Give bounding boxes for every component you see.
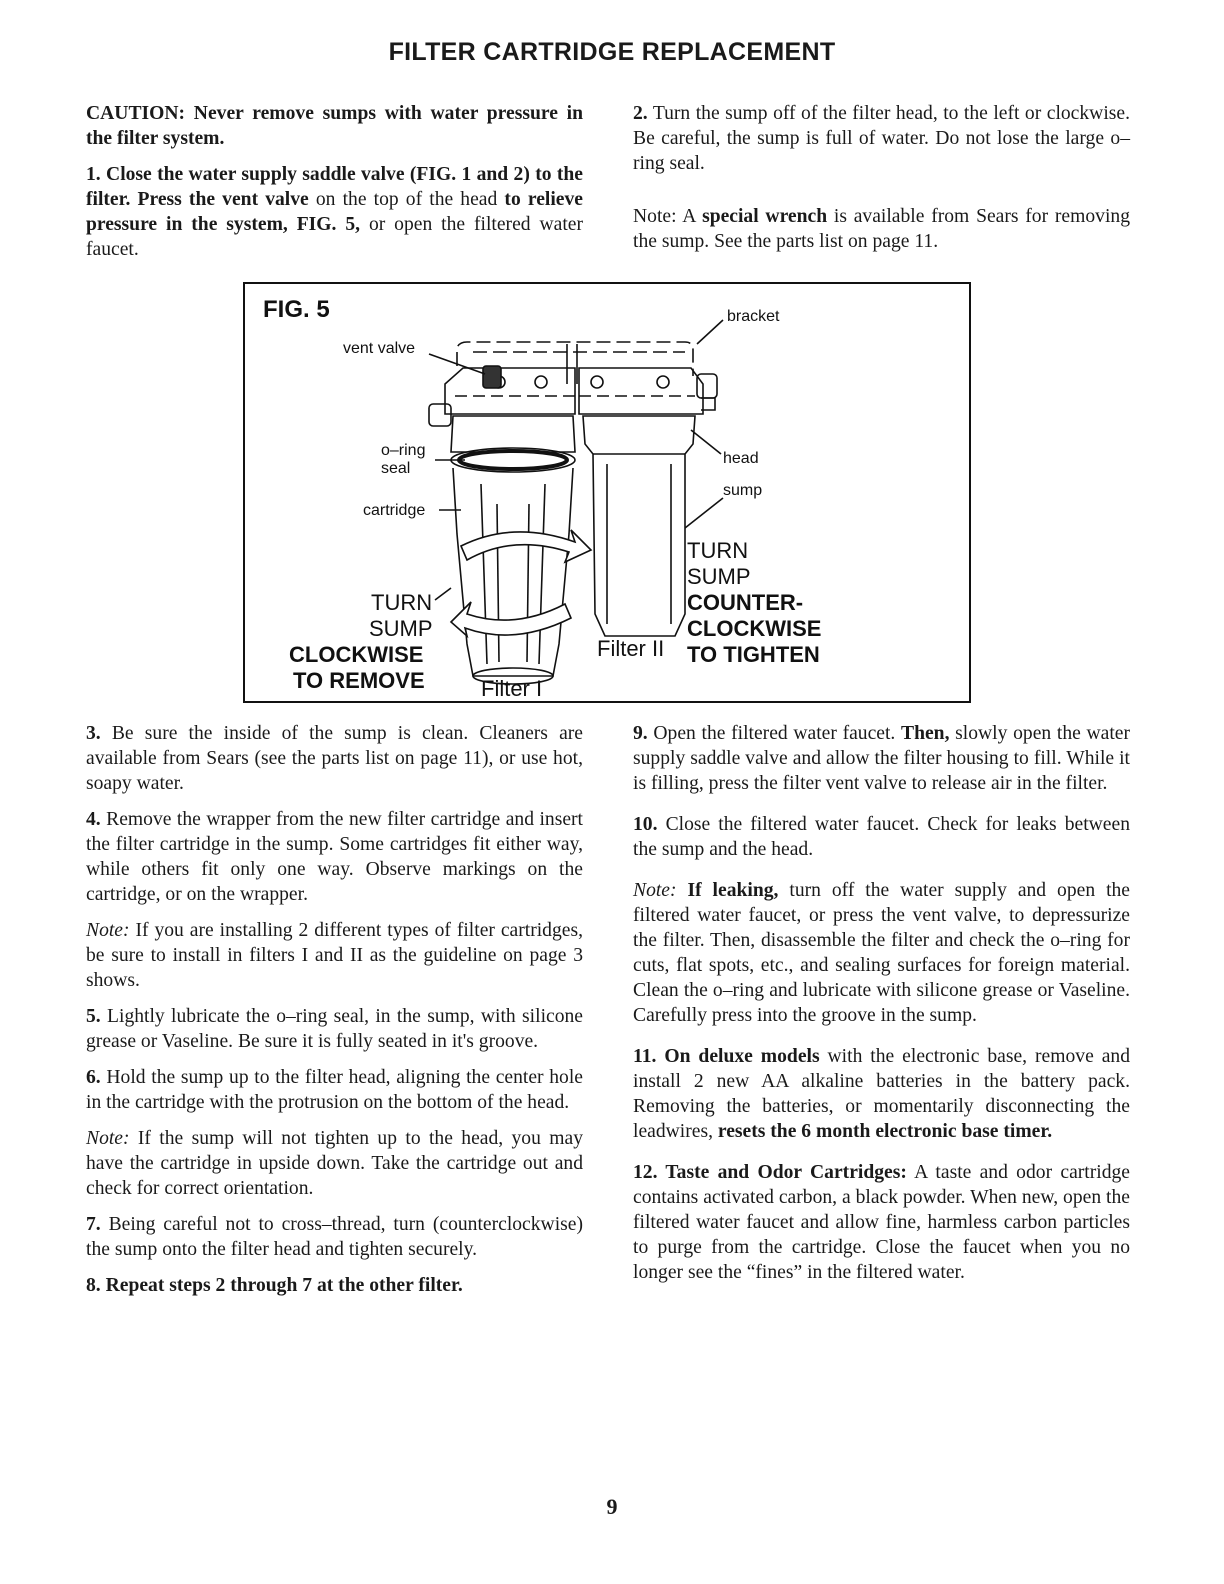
step-11-bold-a: 11. On deluxe models — [633, 1046, 820, 1067]
filter-2-sump — [583, 416, 695, 636]
page-number: 9 — [606, 1494, 618, 1519]
outlet-fitting — [697, 374, 717, 398]
step-9 — [633, 721, 1130, 796]
step-3-number: 3. — [86, 723, 101, 744]
step-6 — [86, 1065, 583, 1115]
bracket-label: bracket — [727, 308, 780, 325]
note-cartridge-types — [86, 918, 583, 993]
page-title: FILTER CARTRIDGE REPLACEMENT — [388, 38, 836, 66]
turn-remove-line-4: TO REMOVE — [293, 668, 425, 693]
o-ring — [459, 451, 567, 469]
sump-label: sump — [723, 482, 763, 499]
step-8 — [86, 1273, 583, 1298]
step-5-text: Lightly lubricate the o–ring seal, in the sump, with silicone grease or Vaseline. Be sure it is fully seated in it's groove. — [86, 1006, 583, 1052]
note-leaking-label: Note: — [633, 880, 677, 901]
note-leaking-text: turn off the water supply and open the filtered water faucet, or press the vent valve, to depressurize the filter. Then, disassemble the filter and check the o–ring for cuts, flat spots, etc., and sealing surfaces for foreign material. Clean the o–ring and lubricate with silicone grease or Vaseline. Carefully press into the groove in the sump. — [633, 880, 1131, 1026]
figure-label: FIG. 5 — [263, 296, 330, 323]
turn-remove-arrow-bottom — [451, 602, 571, 636]
seal-label: seal — [381, 460, 411, 477]
step-10-text: Close the filtered water faucet. Check for leaks between the sump and the head. — [633, 814, 1130, 860]
steps-right-column — [633, 721, 1130, 1296]
step-9-text-a: Open the filtered water faucet. — [647, 723, 902, 744]
turn-remove-line-1: TURN — [371, 590, 433, 615]
caution-paragraph — [86, 101, 583, 151]
step-2-text: Turn the sump off of the filter head, to the left or clockwise. Be careful, the sump is full of water. Do not lose the large o–ring seal. — [633, 103, 1130, 174]
filter-2-label: Filter II — [597, 636, 665, 661]
o-ring-label: o–ring — [381, 442, 426, 459]
step-11-text: with the electronic base, remove and install 2 new AA alkaline batteries in the battery pack. Removing the batteries, or momentarily disconnecting the leadwires, — [633, 1046, 1130, 1142]
filter-1-label: Filter I — [481, 676, 543, 701]
step-1-text-a: on the top of the head — [308, 189, 505, 210]
step-9-bold: Then, — [901, 723, 950, 744]
step-12-text: A taste and odor cartridge contains activated carbon, a black powder. When new, open the filtered water faucet and allow fine, harmless carbon particles to purge from the cartridge. Close the faucet when you no longer see the “fines” in the filtered water. — [633, 1162, 1130, 1283]
vent-valve — [483, 366, 501, 388]
step-5-number: 5. — [86, 1006, 101, 1027]
wrench-note — [633, 204, 1130, 254]
step-10 — [633, 812, 1130, 862]
step-1-text-b: or open the filtered water faucet. — [86, 214, 583, 260]
turn-remove-line-3: CLOCKWISE — [289, 642, 424, 667]
turn-tighten-line-3: COUNTER- — [687, 590, 804, 615]
step-3-text: Be sure the inside of the sump is clean. Cleaners are available from Sears (see the parts list on page 11), or use hot, soapy water. — [86, 723, 583, 794]
vent-valve-label: vent valve — [343, 340, 416, 357]
note-1-label: Note: — [86, 920, 130, 941]
step-10-number: 10. — [633, 814, 658, 835]
step-12 — [633, 1160, 1130, 1285]
note-2-label: Note: — [86, 1128, 130, 1149]
step-1 — [86, 162, 583, 262]
filter-2-head — [579, 368, 703, 414]
step-5 — [86, 1004, 583, 1054]
wrench-note-b: is available from Sears for removing the sump. See the parts list on page 11. — [633, 206, 1130, 252]
step-7-text: Being careful not to cross–thread, turn (counterclockwise) the sump onto the filter head and tighten securely. — [86, 1214, 583, 1260]
step-6-text: Hold the sump up to the filter head, aligning the center hole in the cartridge with the protrusion on the bottom of the head. — [86, 1067, 583, 1113]
steps-left-column — [86, 721, 583, 1309]
step-12-bold: 12. Taste and Odor Cartridges: — [633, 1162, 907, 1183]
filter-1-head — [445, 368, 575, 414]
step-4-number: 4. — [86, 809, 101, 830]
step-11-bold-b: resets the 6 month electronic base timer. — [717, 1121, 1053, 1142]
head-label: head — [723, 450, 759, 467]
turn-tighten-line-2: SUMP — [687, 564, 751, 589]
turn-tighten-line-4: CLOCKWISE — [687, 616, 822, 641]
turn-tighten-line-1: TURN — [687, 538, 749, 563]
step-2-number: 2. — [633, 103, 648, 124]
step-11 — [633, 1044, 1130, 1144]
note-1-text: If you are installing 2 different types of filter cartridges, be sure to install in filters I and II as the guideline on page 3 shows. — [86, 920, 583, 991]
note-2-text: If the sump will not tighten up to the head, you may have the cartridge in upside down. Take the cartridge out and check for correct orientation. — [86, 1128, 583, 1199]
step-4 — [86, 807, 583, 907]
filter-1-cap — [451, 416, 575, 452]
step-7-number: 7. — [86, 1214, 101, 1235]
step-7 — [86, 1212, 583, 1262]
step-9-number: 9. — [633, 723, 648, 744]
turn-remove-line-2: SUMP — [369, 616, 433, 641]
step-2 — [633, 101, 1130, 176]
step-1-bold-a: 1. Close the water supply saddle valve (FIG. 1 and 2) to the filter. Press the vent valve — [86, 164, 583, 210]
intro-right-column — [633, 101, 1130, 265]
turn-remove-arrow-top — [461, 530, 591, 562]
step-1-bold-b: to relieve pressure in the system, FIG. 5, — [86, 189, 583, 235]
figure-5 — [243, 282, 971, 703]
step-4-text: Remove the wrapper from the new filter cartridge and insert the filter cartridge in the sump. Some cartridges fit either way, while others fit only one way. Observe markings on the cartridge, or on the wrapper. — [86, 809, 583, 905]
step-3 — [86, 721, 583, 796]
step-9-text-b: slowly open the water supply saddle valve and allow the filter housing to fill. While it is filling, press the filter vent valve to release air in the filter. — [633, 723, 1131, 794]
wrench-note-bold: special wrench — [702, 206, 828, 227]
step-8-text: 8. Repeat steps 2 through 7 at the other filter. — [86, 1275, 463, 1296]
turn-tighten-line-5: TO TIGHTEN — [687, 642, 820, 667]
inlet-fitting — [429, 404, 451, 426]
note-leaking-bold: If leaking, — [676, 880, 779, 901]
caution-text: CAUTION: Never remove sumps with water pressure in the filter system. — [86, 103, 583, 149]
filter-1-sump — [453, 468, 573, 676]
intro-left-column — [86, 101, 583, 273]
step-6-number: 6. — [86, 1067, 101, 1088]
wrench-note-a: Note: A — [633, 206, 703, 227]
note-upside-down — [86, 1126, 583, 1201]
cartridge-label: cartridge — [363, 502, 426, 519]
note-leaking — [633, 878, 1130, 1028]
